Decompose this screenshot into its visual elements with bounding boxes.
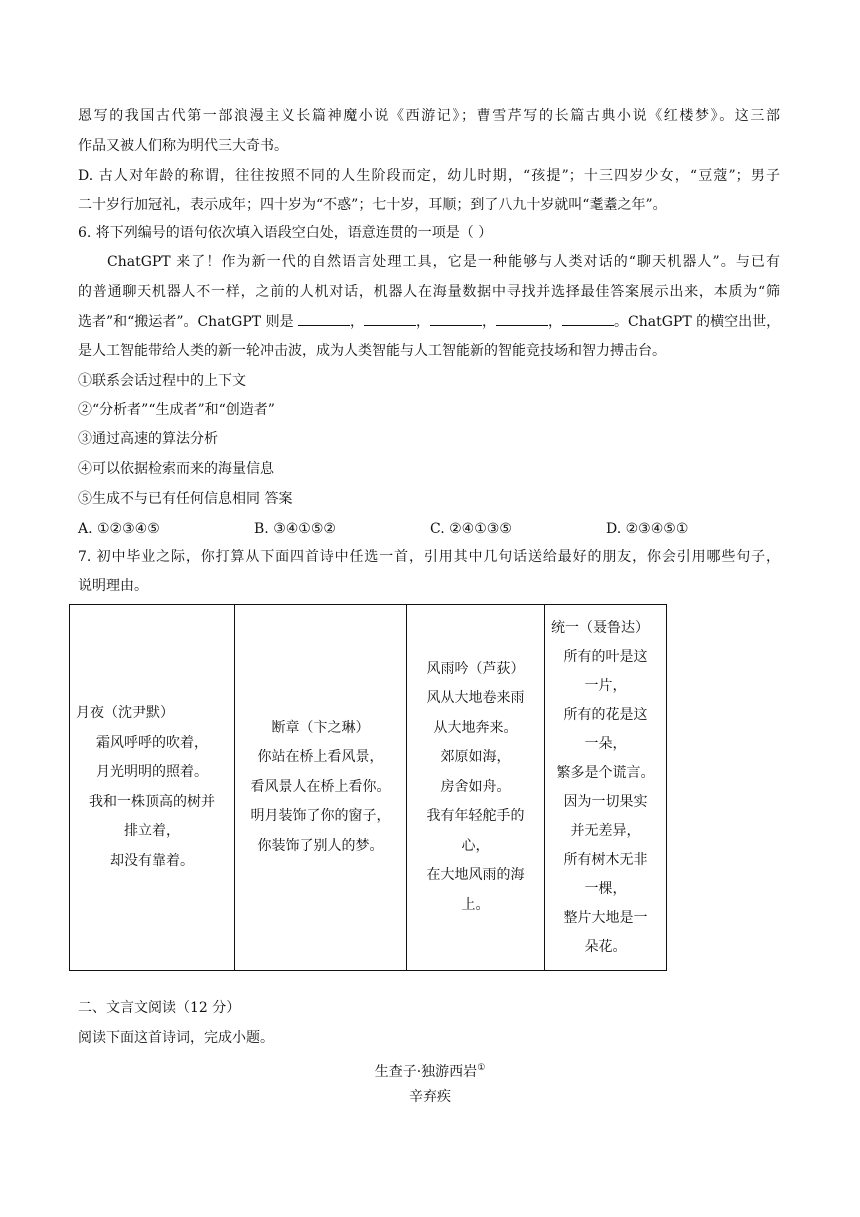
q6-item: ④可以依据检索而来的海量信息 (78, 461, 274, 477)
blank-separator: ， (548, 314, 563, 330)
poem-line: 整片大地是一 (563, 909, 648, 926)
option-b[interactable]: B. ③④①⑤② (254, 521, 336, 537)
answer-blank (496, 311, 548, 326)
poem-line: 一片， (584, 677, 627, 694)
text-line: 恩写的我国古代第一部浪漫主义长篇神魔小说《西游记》；曹雪芹写的长篇古典小说《红楼梦》。这三部 (78, 108, 780, 124)
poem-line: 所有的花是这 (563, 706, 648, 723)
poem-line: 所有的叶是这 (563, 648, 648, 665)
poem-title (0, 1058, 860, 1082)
section-heading: 二、文言文阅读（12 分） (78, 1000, 241, 1016)
poem-line: 郊原如海， (440, 749, 511, 766)
q6-passage-line: 的普通聊天机器人不一样，之前的人机对话，机器人在海量数据中寻找并选择最佳答案展示出来，本质为“筛 (78, 284, 780, 300)
q6-passage-text: 选者”和“搬运者”。ChatGPT 则是 (78, 314, 294, 330)
poem-title: 月夜（沈尹默） (76, 705, 174, 721)
option-c[interactable]: C. ②④①③⑤ (430, 521, 512, 537)
footnote-marker: ① (477, 1063, 486, 1073)
poem-line: 繁多是个谎言。 (556, 764, 655, 781)
poem-line: 并无差异， (570, 822, 641, 839)
answer-blank (298, 311, 350, 326)
blank-separator: ， (350, 314, 365, 330)
q6-item: ②“分析者”“生成者”和“创造者” (78, 402, 275, 418)
q6-passage-blanks-line (78, 311, 780, 332)
poem-line: 因为一切果实 (563, 793, 648, 810)
poem-line: 你装饰了别人的梦。 (257, 837, 384, 854)
q6-passage-text: 。ChatGPT 的横空出世， (614, 314, 781, 330)
option-d-line: D. 古人对年龄的称谓，往往按照不同的人生阶段而定，幼儿时期，“孩提”；十三四岁少女，“豆蔻”；男子 (78, 168, 780, 184)
poem-line: 一棵， (584, 880, 627, 897)
poems-table (69, 604, 667, 971)
poem-line: 霜风呼呼的吹着， (96, 734, 208, 751)
poem-title: 断章（卞之琳） (271, 719, 370, 736)
poem-line: 在大地风雨的海 (426, 867, 525, 884)
text-line: 作品又被人们称为明代三大奇书。 (78, 138, 288, 154)
q6-passage-text: ChatGPT 来了！作为新一代的自然语言处理工具，它是一种能够与人类对话的“聊天机器人”。与已有 (107, 254, 780, 270)
answer-blank (364, 311, 416, 326)
option-a[interactable]: A. ①②③④⑤ (78, 521, 160, 537)
poem-line: 心， (461, 837, 490, 854)
poem-line: 上。 (461, 896, 490, 913)
poem-line: 明月装饰了你的窗子， (250, 808, 391, 825)
poem-cell (407, 605, 545, 971)
option-d[interactable]: D. ②③④⑤① (606, 521, 689, 537)
question-6-stem: 6. 将下列编号的语句依次填入语段空白处，语意连贯的一项是（ ） (78, 225, 493, 241)
poem-line: 风从大地卷来雨 (426, 690, 525, 707)
poem-line: 我和一株顶高的树并 (89, 793, 215, 810)
answer-blank (562, 311, 614, 326)
question-7-stem: 说明理由。 (78, 578, 148, 594)
poem-line: 朵花。 (584, 938, 627, 955)
q6-item: ⑤生成不与已有任何信息相同 答案 (78, 491, 293, 507)
q6-item: ①联系会话过程中的上下文 (78, 373, 246, 389)
poem-line: 房舍如舟。 (440, 778, 511, 795)
poem-line: 却没有靠着。 (110, 852, 194, 869)
poem-title: 统一（聂鲁达） (551, 619, 649, 636)
q6-options (78, 519, 798, 539)
q6-item: ③通过高速的算法分析 (78, 431, 218, 447)
section-instruction: 阅读下面这首诗词，完成小题。 (78, 1030, 274, 1046)
poem-title: 风雨吟（芦荻） (426, 660, 525, 677)
text-line: 二十岁行加冠礼，表示成年；四十岁为“不惑”；七十岁，耳顺；到了八九十岁就叫“耄耋之年”。 (78, 197, 667, 213)
poem-line: 看风景人在桥上看你。 (250, 778, 391, 795)
poem-cell (70, 605, 235, 971)
blank-separator: ， (416, 314, 431, 330)
q6-passage-line (107, 252, 780, 272)
poem-cell (235, 605, 407, 971)
poem-line: 一朵， (584, 735, 627, 752)
poem-author: 辛弃疾 (409, 1089, 451, 1105)
poem-cell (545, 605, 667, 971)
poem-line: 所有树木无非 (563, 851, 648, 868)
poem-line: 排立着， (124, 823, 180, 839)
poem-line: 你站在桥上看风景， (257, 749, 384, 766)
poem-line: 我有年轻舵手的 (426, 808, 525, 825)
poem-title-text: 生查子·独游西岩 (374, 1064, 478, 1080)
question-7-stem: 7. 初中毕业之际，你打算从下面四首诗中任选一首，引用其中几句话送给最好的朋友，你会引用哪些句子， (78, 549, 780, 565)
answer-blank (430, 311, 482, 326)
poem-line: 从大地奔来。 (433, 719, 518, 736)
poem-line: 月光明明的照着。 (96, 764, 208, 780)
blank-separator: ， (482, 314, 497, 330)
q6-passage-line: 是人工智能带给人类的新一轮冲击波，成为人类智能与人工智能新的智能竞技场和智力搏击台。 (78, 343, 666, 359)
